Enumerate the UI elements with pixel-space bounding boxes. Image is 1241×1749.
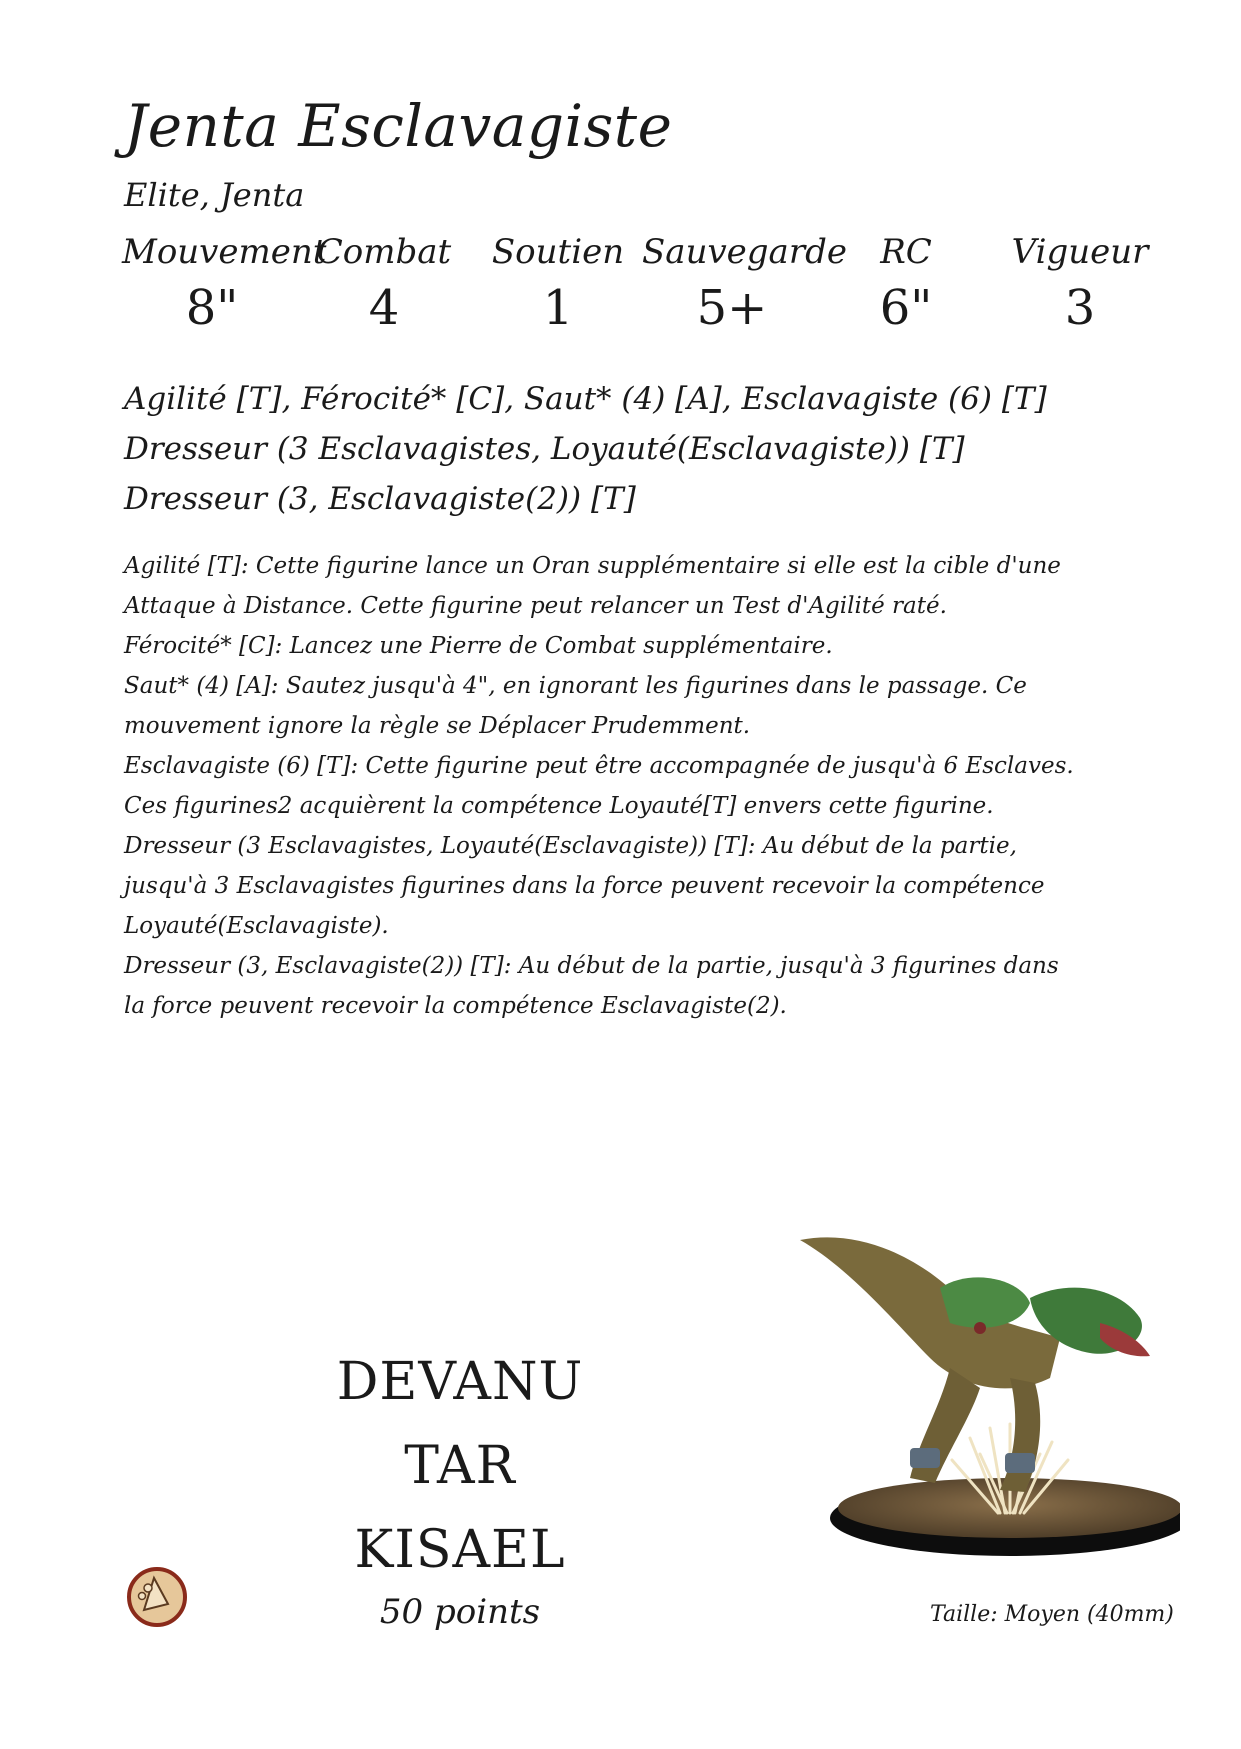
stat-soutien <box>468 232 648 336</box>
rules-line: Férocité* [C]: Lancez une Pierre de Combat supplémentaire. <box>124 633 833 659</box>
character-name-line: DEVANU <box>336 1352 584 1412</box>
stat-label: Vigueur <box>1011 232 1149 272</box>
stat-rc <box>816 232 996 336</box>
stat-label: Mouvement <box>122 232 327 272</box>
stat-value: 1 <box>542 280 574 336</box>
skills-list <box>124 374 1047 524</box>
character-name-line: TAR <box>404 1436 516 1496</box>
rules-line: Loyauté(Esclavagiste). <box>124 913 389 939</box>
stat-label: Combat <box>316 232 452 272</box>
stat-value: 6" <box>879 280 933 336</box>
rules-line: Esclavagiste (6) [T]: Cette figurine peut être accompagnée de jusqu'à 6 Esclaves. <box>124 753 1074 779</box>
rules-line: Saut* (4) [A]: Sautez jusqu'à 4", en ignorant les figurines dans le passage. Ce <box>124 673 1027 699</box>
stat-label: Soutien <box>491 232 625 272</box>
stat-label: Sauvegarde <box>642 232 847 272</box>
skills-line: Dresseur (3 Esclavagistes, Loyauté(Esclavagiste)) [T] <box>124 431 965 467</box>
stat-value: 4 <box>368 280 400 336</box>
stat-value: 5+ <box>696 280 768 336</box>
dice-hand-logo <box>124 1564 190 1630</box>
points-cost: 50 points <box>379 1592 541 1632</box>
stat-label: RC <box>880 232 932 272</box>
skills-line: Agilité [T], Férocité* [C], Saut* (4) [A], Esclavagiste (6) [T] <box>124 381 1047 417</box>
stat-value: 8" <box>185 280 239 336</box>
rules-line: la force peuvent recevoir la compétence Esclavagiste(2). <box>124 993 787 1019</box>
rules-text <box>124 546 1074 1026</box>
rules-line: Dresseur (3, Esclavagiste(2)) [T]: Au début de la partie, jusqu'à 3 figurines dans <box>124 953 1059 979</box>
rules-line: Agilité [T]: Cette figurine lance un Oran supplémentaire si elle est la cible d'une <box>124 553 1061 579</box>
rules-line: jusqu'à 3 Esclavagistes figurines dans la force peuvent recevoir la compétence <box>124 873 1045 899</box>
stat-sauvegarde <box>642 232 847 336</box>
rules-line: mouvement ignore la règle se Déplacer Prudemment. <box>124 713 751 739</box>
stat-value: 3 <box>1064 280 1096 336</box>
unit-subtitle: Elite, Jenta <box>124 176 305 214</box>
page-title: Jenta Esclavagiste <box>124 92 673 160</box>
skills-line: Dresseur (3, Esclavagiste(2)) [T] <box>124 481 636 517</box>
jenta-miniature-photo <box>800 1228 1180 1558</box>
rules-line: Ces figurines2 acquièrent la compétence Loyauté[T] envers cette figurine. <box>124 793 994 819</box>
character-name-line: KISAEL <box>354 1520 566 1580</box>
base-size-label: Taille: Moyen (40mm) <box>930 1602 1174 1627</box>
rules-line: Attaque à Distance. Cette figurine peut relancer un Test d'Agilité raté. <box>124 593 947 619</box>
rules-line: Dresseur (3 Esclavagistes, Loyauté(Esclavagiste)) [T]: Au début de la partie, <box>124 833 1017 859</box>
stat-combat <box>294 232 474 336</box>
stat-mouvement <box>122 232 327 336</box>
stat-vigueur <box>990 232 1170 336</box>
